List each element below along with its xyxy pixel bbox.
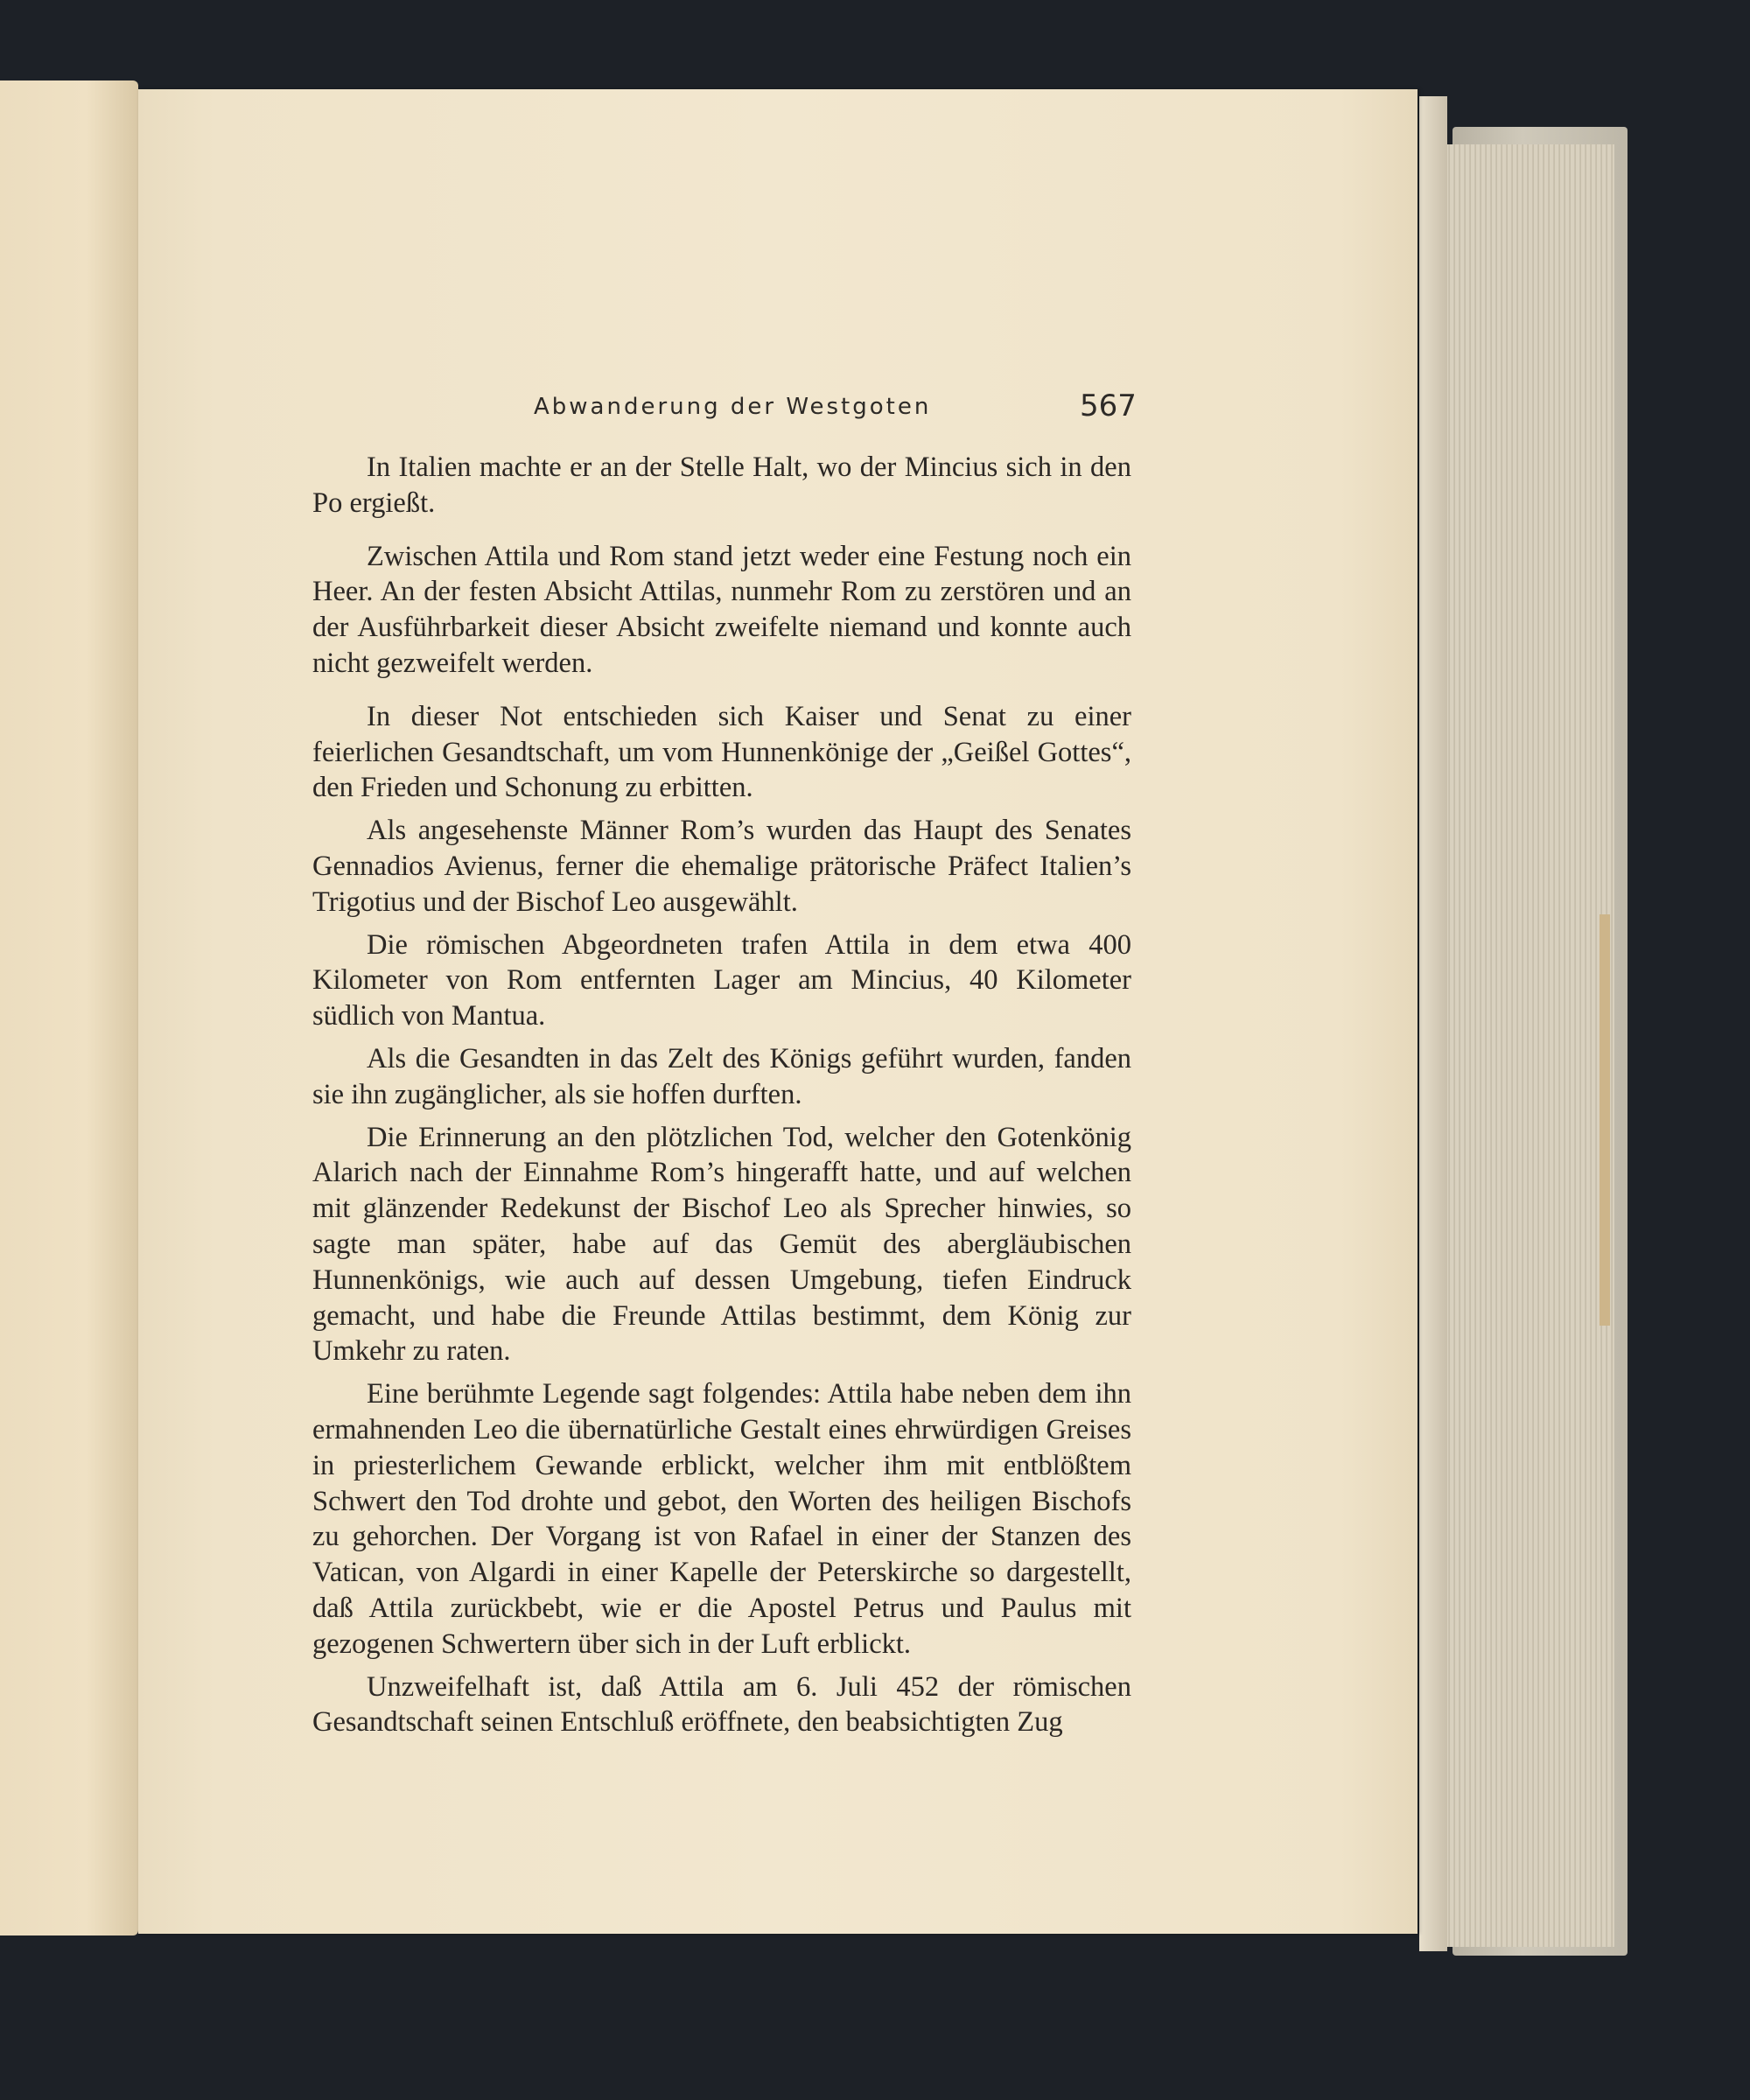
paragraph: Als die Gesandten in das Zelt des Königs geführt wurden, fanden sie ihn zugänglicher, als sie hoffen durften.	[312, 1042, 1131, 1110]
paragraph: Die Erinnerung an den plötzlichen Tod, welcher den Gotenkönig Alarich nach der Einnahme Rom’s hingerafft hatte, und auf welchen mit glänzender Redekunst der Bischof Leo als Sprecher hinwies, so sagte man später, habe auf das Gemüt des abergläubischen Hunnenkönigs, wie auch auf dessen Umgebung, tiefen Eindruck gemacht, und habe die Freunde Attilas bestimmt, dem König zur Umkehr zu raten.	[312, 1121, 1131, 1368]
paragraph: In Italien machte er an der Stelle Halt, wo der Mincius sich in den Po ergießt.	[312, 452, 1131, 519]
paragraph: Als angesehenste Männer Rom’s wurden das Haupt des Senates Gennadios Avienus, ferner die ehemalige prätorische Präfect Italien’s Trigotius und der Bischof Leo ausgewählt.	[312, 815, 1131, 918]
bookmark-tab	[1600, 914, 1610, 1326]
paragraph: Zwischen Attila und Rom stand jetzt weder eine Festung noch ein Heer. An der festen Absicht Attilas, nunmehr Rom zu zerstören und an der Ausführbarkeit dieser Absicht zweifelte niemand und konnte auch nicht gezweifelt werden.	[312, 540, 1131, 679]
page-gutter-strip	[1419, 96, 1447, 1951]
page-number: 567	[1080, 388, 1137, 424]
page-block-edges	[1435, 144, 1614, 1947]
paragraph: Die römischen Abgeordneten trafen Attila in dem etwa 400 Kilometer von Rom entfernten Lager am Mincius, 40 Kilometer südlich von Mantua.	[312, 928, 1131, 1032]
facing-page	[0, 80, 138, 1936]
paragraph: Eine berühmte Legende sagt folgendes: Attila habe neben dem ihn ermahnenden Leo die übernatürliche Gestalt eines ehrwürdigen Greises in priesterlichem Gewande erblickt, welcher ihm mit entblößtem Schwert den Tod drohte und gebot, den Worten des heiligen Bischofs zu gehorchen. Der Vorgang ist von Rafael in einer der Stanzen des Vatican, von Algardi in einer Kapelle der Peterskirche so dargestellt, daß Attila zurückbebt, wie er die Apostel Petrus und Paulus mit gezogenen Schwertern über sich in der Luft erblickt.	[312, 1378, 1131, 1660]
running-head-title: Abwanderung der Westgoten	[534, 394, 932, 420]
book-page	[138, 89, 1418, 1934]
paragraph: Unzweifelhaft ist, daß Attila am 6. Juli 452 der römischen Gesandtschaft seinen Entschluß eröffnete, den beabsichtigten Zug	[312, 1670, 1131, 1739]
paragraph: In dieser Not entschieden sich Kaiser und Senat zu einer feierlichen Gesandtschaft, um vom Hunnenkönige der „Geißel Gottes“, den Frieden und Schonung zu erbitten.	[312, 700, 1131, 804]
body-text	[312, 450, 1131, 1747]
